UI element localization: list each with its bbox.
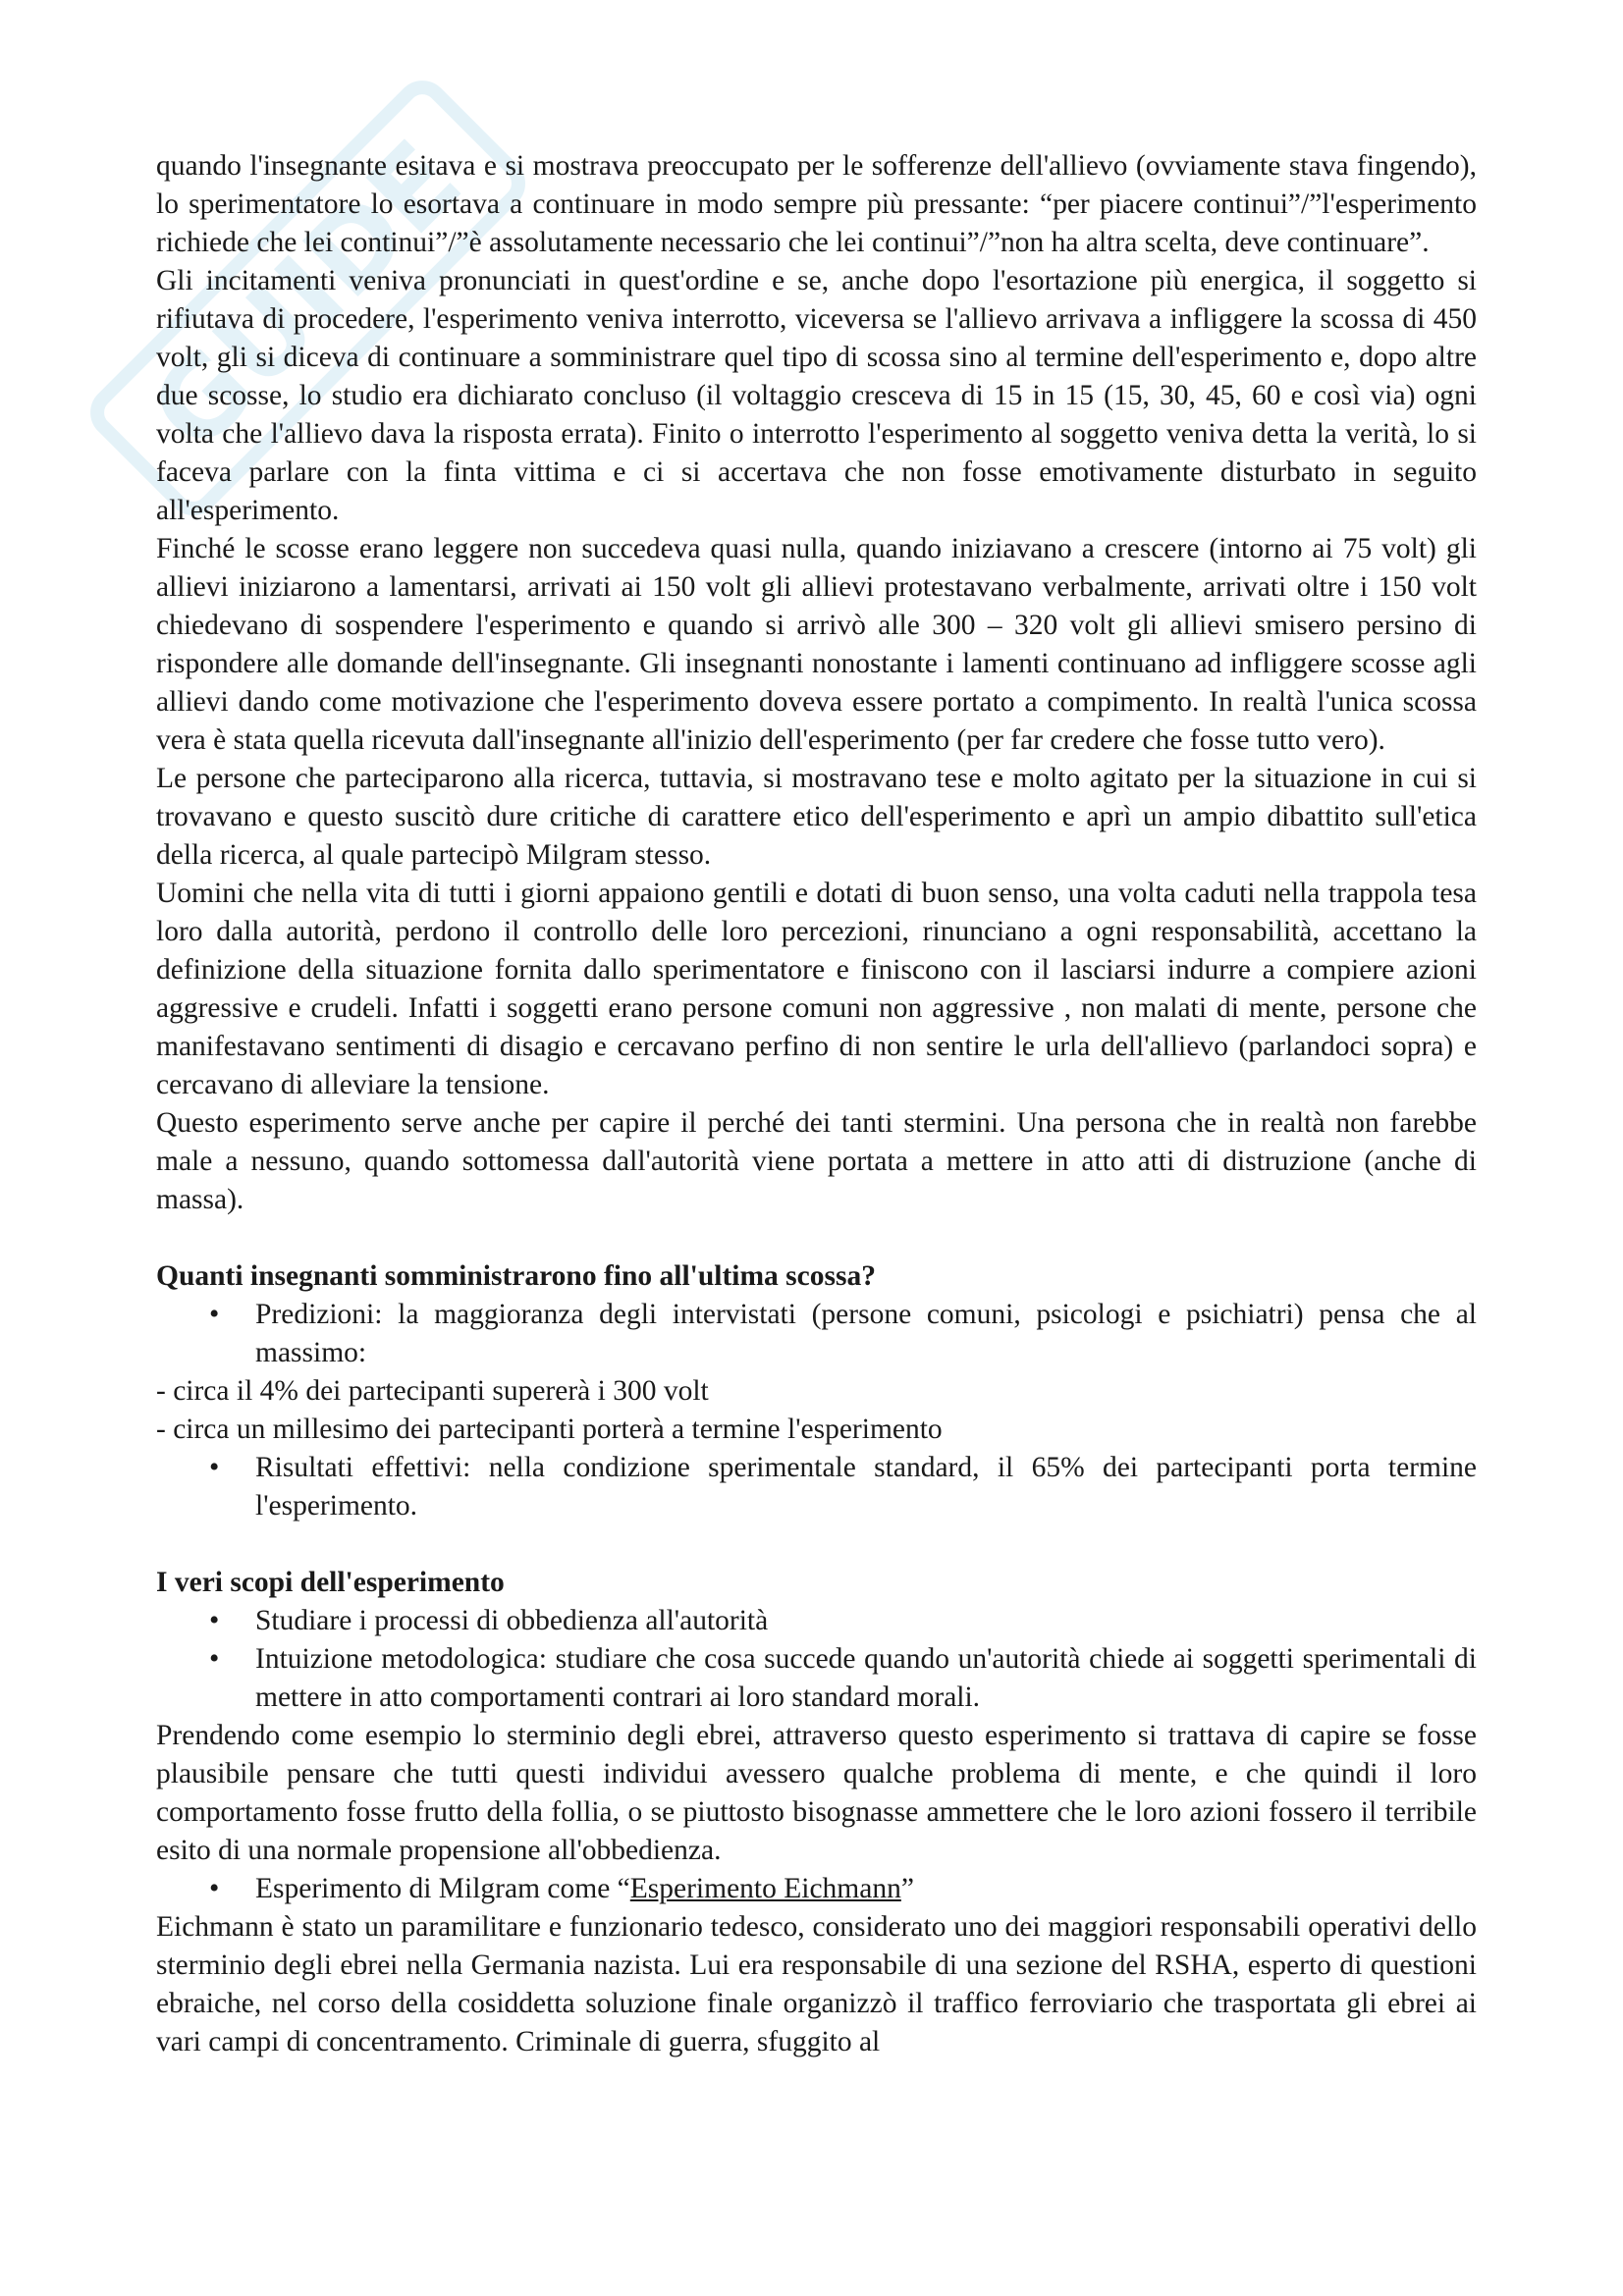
- list-item: [156, 1449, 1477, 1525]
- dash-item: - circa un millesimo dei partecipanti porterà a termine l'esperimento: [156, 1414, 943, 1445]
- paragraph: Gli incitamenti veniva pronunciati in quest'ordine e se, anche dopo l'esortazione più energica, il soggetto si rifiutava di procedere, l'esperimento veniva interrotto, viceversa se l'allievo arrivava a infliggere la scossa di 450 volt, gli si diceva di continuare a somministrare quel tipo di scossa sino al termine dell'esperimento e, dopo altre due scosse, lo studio era dichiarato concluso (il voltaggio cresceva di 15 in 15 (15, 30, 45, 60 e così via) ogni volta che l'allievo dava la risposta errata). Finito o interrotto l'esperimento al soggetto veniva detta la verità, lo si faceva parlare con la finta vittima e ci si accertava che non fosse emotivamente disturbato in seguito all'esperimento.: [156, 265, 1477, 526]
- list-item-text: Risultati effettivi: nella condizione sperimentale standard, il 65% dei partecipanti porta termine l'esperimento.: [255, 1452, 1477, 1522]
- list-item-text-suffix: ”: [900, 1873, 914, 1904]
- watermark-text: GUIDE: [127, 117, 485, 475]
- bullet-icon: •: [209, 1452, 220, 1483]
- section-heading-predictions: Quanti insegnanti somministrarono fino all'ultima scossa?: [156, 1260, 876, 1292]
- paragraph: Prendendo come esempio lo sterminio degli ebrei, attraverso questo esperimento si trattava di capire se fosse plausibile pensare che tutti questi individui avessero qualche problema di mente, e che quindi il loro comportamento fosse frutto della follia, o se piuttosto bisognasse ammettere che le loro azioni fossero il terribile esito di una normale propensione all'obbedienza.: [156, 1720, 1477, 1866]
- dash-item: - circa il 4% dei partecipanti supererà i 300 volt: [156, 1375, 709, 1407]
- paragraph: Finché le scosse erano leggere non succedeva quasi nulla, quando iniziavano a crescere (intorno ai 75 volt) gli allievi iniziarono a lamentarsi, arrivati ai 150 volt gli allievi protestavano verbalmente, arrivati oltre i 150 volt chiedevano di sospendere l'esperimento e quando si arrivò alle 300 – 320 volt gli allievi smisero persino di rispondere alle domande dell'insegnante. Gli insegnanti nonostante i lamenti continuano ad infliggere scosse agli allievi dando come motivazione che l'esperimento doveva essere portato a compimento. In realtà l'unica scossa vera è stata quella ricevuta dall'insegnante all'inizio dell'esperimento (per far credere che fosse tutto vero).: [156, 533, 1477, 756]
- bullet-icon: •: [209, 1299, 220, 1330]
- list-item-text: Intuizione metodologica: studiare che cosa succede quando un'autorità chiede ai soggetti sperimentali di mettere in atto comportamenti contrari ai loro standard morali.: [255, 1643, 1477, 1713]
- section-heading-aims: I veri scopi dell'esperimento: [156, 1567, 505, 1598]
- list-item: [156, 1640, 1477, 1717]
- blank-line: [156, 1219, 1477, 1257]
- list-item: [156, 1870, 1477, 1908]
- paragraph: quando l'insegnante esitava e si mostrava preoccupato per le sofferenze dell'allievo (ovviamente stava fingendo), lo sperimentatore lo esortava a continuare in modo sempre più pressante: “per piacere continui”/”l'esperimento richiede che lei continui”/”è assolutamente necessario che lei continui”/”non ha altra scelta, deve continuare”.: [156, 150, 1477, 258]
- list-item-text: Studiare i processi di obbedienza all'autorità: [255, 1605, 769, 1636]
- paragraph: Le persone che parteciparono alla ricerca, tuttavia, si mostravano tese e molto agitato per la situazione in cui si trovavano e questo suscitò dure critiche di carattere etico dell'esperimento e aprì un ampio dibattito sull'etica della ricerca, al quale partecipò Milgram stesso.: [156, 763, 1477, 871]
- list-item: [156, 1296, 1477, 1372]
- bullet-icon: •: [209, 1643, 220, 1675]
- list-item-text: Predizioni: la maggioranza degli intervistati (persone comuni, psicologi e psichiatri) pensa che al massimo:: [255, 1299, 1477, 1368]
- bullet-list: [156, 1449, 1477, 1525]
- bullet-list: [156, 1602, 1477, 1717]
- document-body: [156, 147, 1477, 2061]
- bullet-list: [156, 1870, 1477, 1908]
- paragraph: Questo esperimento serve anche per capire il perché dei tanti stermini. Una persona che in realtà non farebbe male a nessuno, quando sottomessa dall'autorità viene portata a mettere in atto atti di distruzione (anche di massa).: [156, 1107, 1477, 1215]
- blank-line: [156, 1525, 1477, 1564]
- list-item-text-prefix: Esperimento di Milgram come “: [255, 1873, 630, 1904]
- bullet-list: [156, 1296, 1477, 1372]
- bullet-icon: •: [209, 1605, 220, 1636]
- bullet-icon: •: [209, 1873, 220, 1904]
- paragraph: Uomini che nella vita di tutti i giorni appaiono gentili e dotati di buon senso, una volta caduti nella trappola tesa loro dalla autorità, perdono il controllo delle loro percezioni, rinunciano a ogni responsabilità, accettano la definizione della situazione fornita dallo sperimentatore e finiscono con il lasciarsi indurre a compiere azioni aggressive e crudeli. Infatti i soggetti erano persone comuni non aggressive , non malati di mente, persone che manifestavano sentimenti di disagio e cercavano perfino di non sentire le urla dell'allievo (parlandoci sopra) e cercavano di alleviare la tensione.: [156, 878, 1477, 1100]
- list-item: [156, 1602, 1477, 1640]
- eichmann-link[interactable]: Esperimento Eichmann: [629, 1873, 901, 1904]
- paragraph: Eichmann è stato un paramilitare e funzionario tedesco, considerato uno dei maggiori responsabili operativi dello sterminio degli ebrei nella Germania nazista. Lui era responsabile di una sezione del RSHA, esperto di questioni ebraiche, nel corso della cosiddetta soluzione finale organizzò il traffico ferroviario che trasportata gli ebrei ai vari campi di concentramento. Criminale di guerra, sfuggito al: [156, 1911, 1477, 2057]
